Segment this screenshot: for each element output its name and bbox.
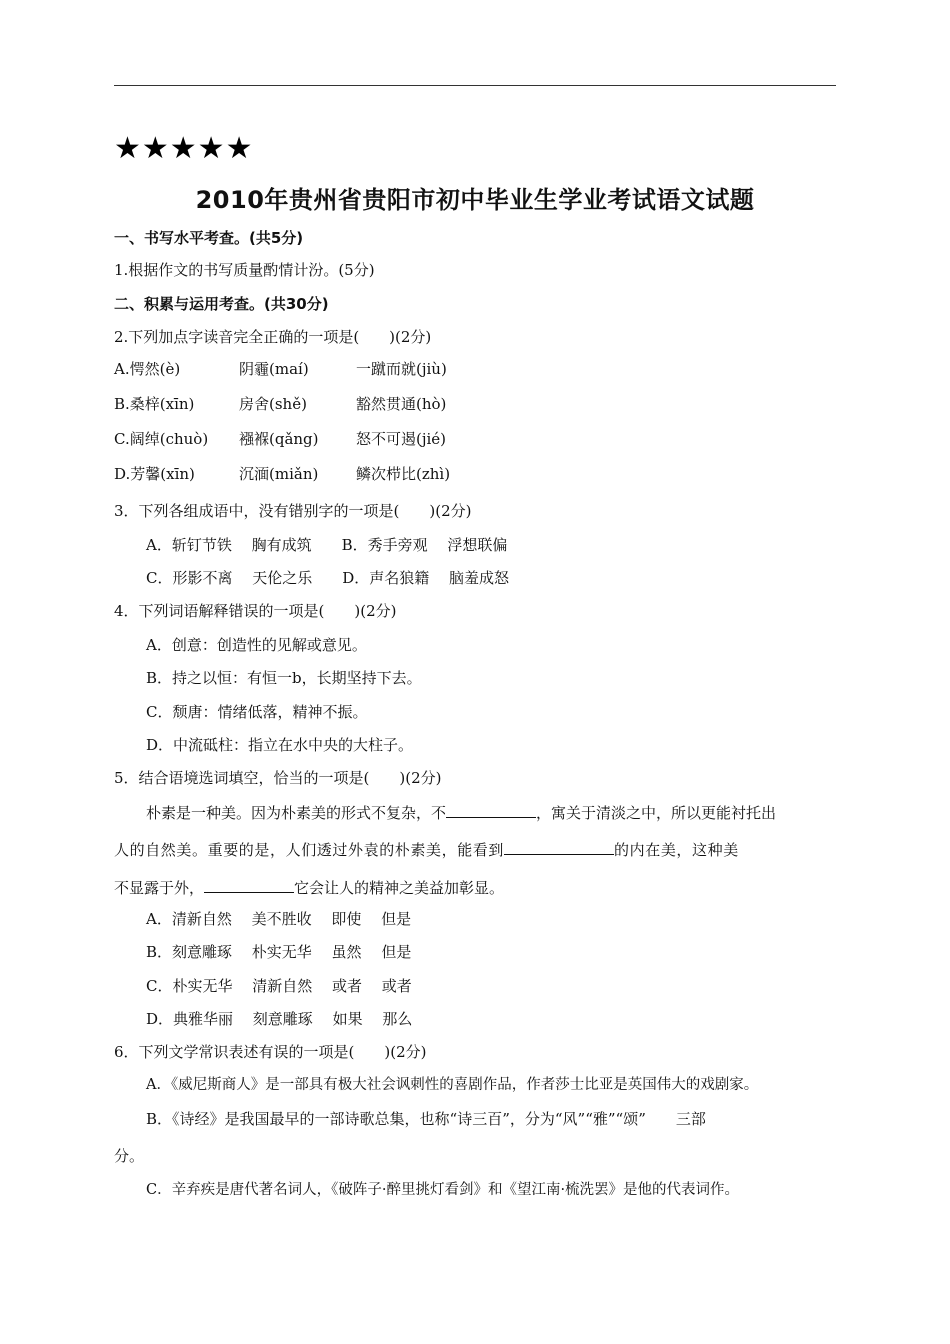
question-6-stem: 6．下列文学常识表述有误的一项是( )(2分) [114,1043,427,1061]
question-2-stem: 2.下列加点字读音完全正确的一项是( )(2分) [114,328,432,346]
q2-a-1: A.愕然(è) [114,360,181,378]
q5-passage-line-3 [114,876,504,898]
q6-option-a: A．《威尼斯商人》是一部具有极大社会讽刺性的喜剧作品，作者莎士比亚是英国伟大的戏剧家。 [146,1077,759,1093]
q2-option-b [114,394,446,414]
question-4-stem: 4．下列词语解释错误的一项是( )(2分) [114,602,397,620]
q5-option-d: D．典雅华丽 刻意雕琢 如果 那么 [146,1010,413,1028]
q2-option-c [114,429,446,449]
q2-d-1: D.芳馨(xīn) [114,465,195,483]
q2-b-2: 房舍(shě) [239,395,307,413]
q5-passage-1a: 朴素是一种美。因为朴素美的形式不复杂，不 [146,804,447,822]
q2-d-2: 沉湎(miǎn) [239,465,319,483]
rating-stars: ★★★★★ [114,131,254,166]
question-5-stem: 5．结合语境选词填空，恰当的一项是( )(2分) [114,769,442,787]
q2-a-2: 阴霾(maí) [239,360,309,378]
q2-b-3: 豁然贯通(hò) [356,395,447,413]
page-title: 2010年贵州省贵阳市初中毕业生学业考试语文试题 [195,186,755,214]
q2-c-3: 怒不可遏(jié) [356,430,447,448]
q2-option-d [114,464,450,484]
q5-passage-line-2 [114,838,739,860]
q6-option-b-line-1: B．《诗经》是我国最早的一部诗歌总集，也称“诗三百”，分为“风”“雅”“颂” 三部 [146,1110,706,1128]
q5-passage-line-1 [146,801,776,823]
question-3-stem: 3．下列各组成语中，没有错别字的一项是( )(2分) [114,502,472,520]
section-heading-1: 一、书写水平考查。(共5分) [114,229,304,247]
q4-option-c: C．颓唐：情绪低落，精神不振。 [146,703,368,721]
fill-blank-2[interactable] [504,838,614,855]
q2-option-a [114,359,447,379]
section-heading-2: 二、积累与运用考查。(共30分) [114,295,329,313]
q3-options-cd: C．形影不离 天伦之乐 D．声名狼籍 脑羞成怒 [146,569,510,587]
q2-c-2: 襁褓(qǎng) [239,430,319,448]
q2-b-1: B.桑梓(xīn) [114,395,195,413]
q5-passage-3a: 不显露于外， [114,879,205,897]
question-1: 1.根据作文的书写质量酌情计汾。(5分) [114,261,375,279]
q5-passage-1b: ，寓关于清淡之中，所以更能衬托出 [536,804,777,822]
q5-option-a: A．清新自然 美不胜收 即使 但是 [146,910,412,928]
q4-option-b: B．持之以恒：有恒一b，长期坚持下去。 [146,669,422,687]
q2-d-3: 鳞次栉比(zhì) [356,465,451,483]
q4-option-a: A．创意：创造性的见解或意见。 [146,636,367,654]
fill-blank-1[interactable] [446,801,536,818]
q4-option-d: D．中流砥柱：指立在水中央的大柱子。 [146,736,414,754]
q2-a-3: 一蹴而就(jiù) [356,360,447,378]
q3-options-ab: A．斩钉节铁 胸有成筑 B．秀手旁观 浮想联偏 [146,536,508,554]
q5-passage-2b: 的内在美，这种美 [614,841,739,859]
q6-option-b-line-2: 分。 [114,1147,145,1165]
fill-blank-3[interactable] [204,876,294,893]
q5-passage-2a: 人的自然美。重要的是，人们透过外袁的朴素美，能看到 [114,841,505,859]
header-rule [114,85,836,86]
q5-option-c: C．朴实无华 清新自然 或者 或者 [146,977,412,995]
q5-option-b: B．刻意雕琢 朴实无华 虽然 但是 [146,943,412,961]
q5-passage-3b: 它会让人的精神之美益加彰显。 [294,879,505,897]
q2-c-1: C.阔绰(chuò) [114,430,209,448]
q6-option-c: C．辛弃疾是唐代著名词人，《破阵子·醉里挑灯看剑》和《望江南·梳洗罢》是他的代表词作。 [146,1182,740,1198]
